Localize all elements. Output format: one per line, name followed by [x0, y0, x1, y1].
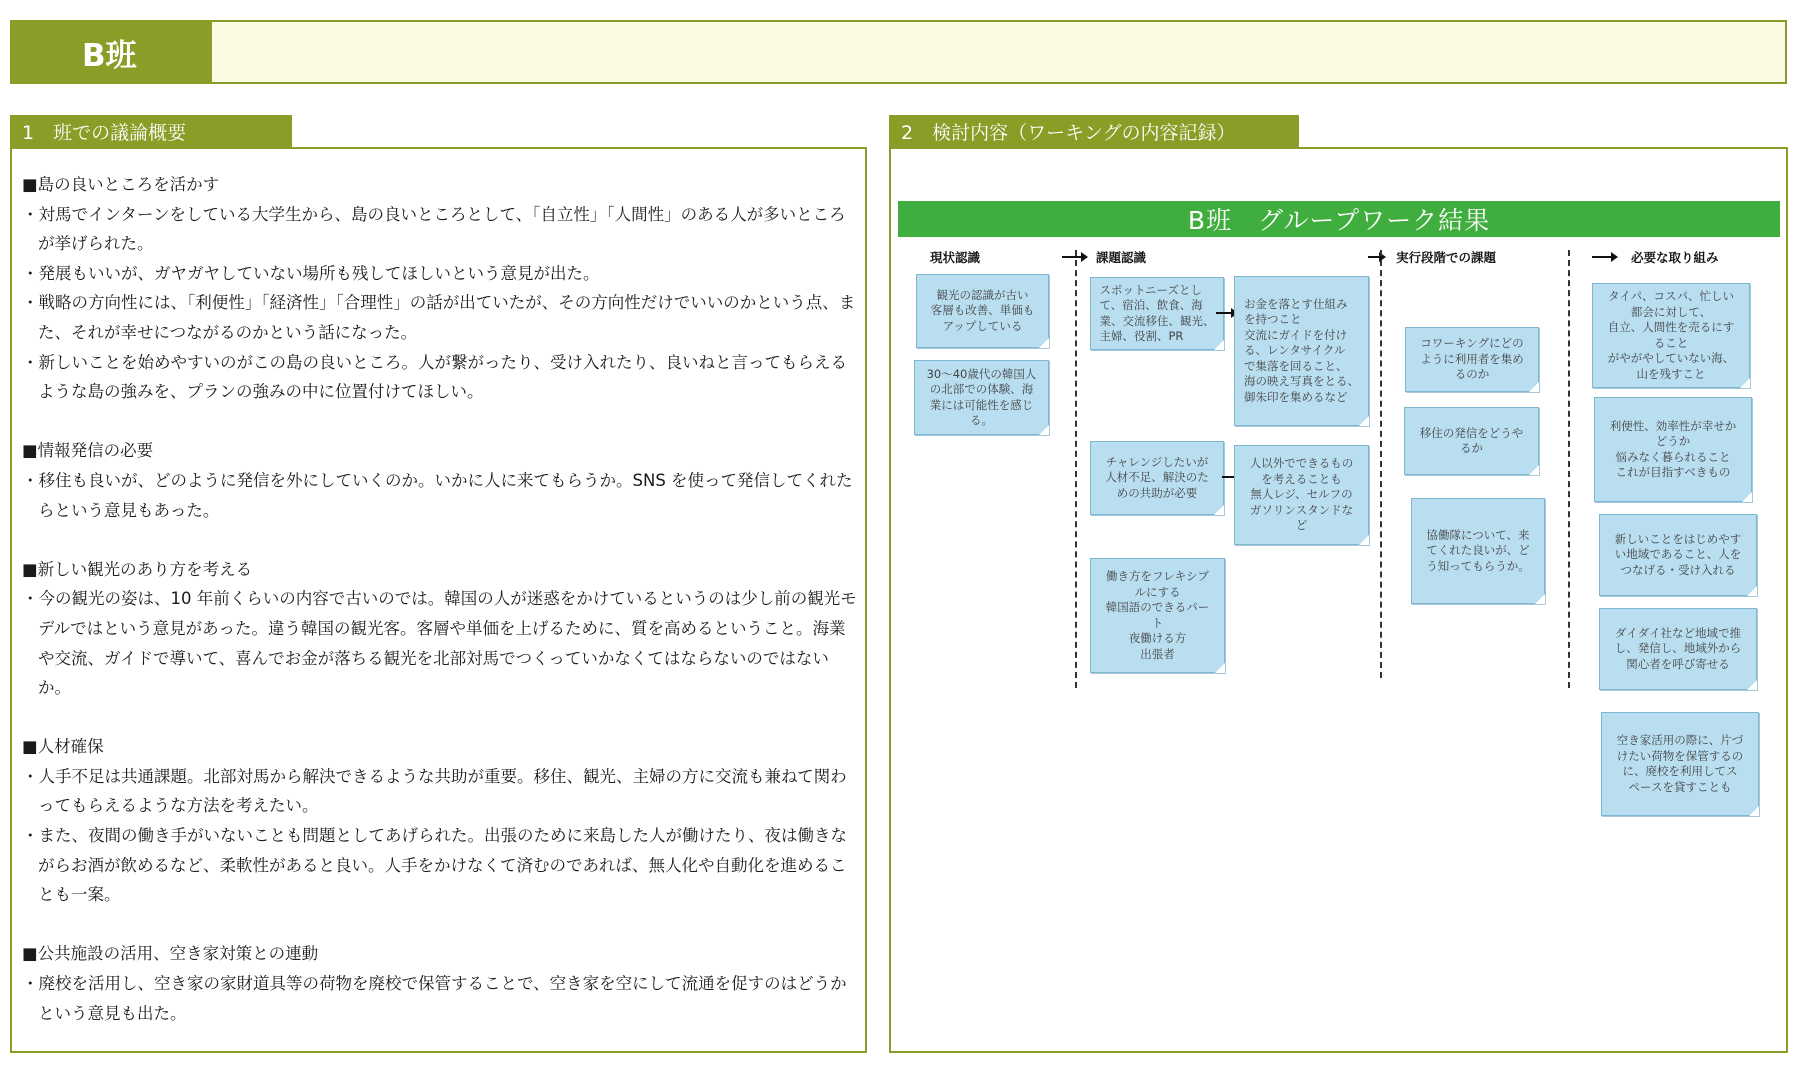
column-divider: [1075, 250, 1077, 688]
sticky-note: 協働隊について、来 てくれた良いが、ど う知ってもらうか。: [1411, 498, 1545, 604]
column-head-current: 現状認識: [930, 250, 981, 265]
section1-tab: 1 班での議論概要: [10, 115, 292, 148]
topic-bullet: ・新しいことを始めやすいのがこの島の良いところ。人が繋がったり、受け入れたり、良いねと言ってもらえるような島の強みを、プランの強みの中に位置付けてほしい。: [22, 352, 847, 402]
column-divider: [1380, 250, 1382, 678]
column-head-execution: 実行段階での課題: [1396, 250, 1497, 265]
topic-bullet: ・発展もいいが、ガヤガヤしていない場所も残してほしいという意見が出た。: [22, 263, 600, 283]
title-bar: [10, 20, 1787, 84]
sticky-note: お金を落とす仕組み を持つこと 交流にガイドを付け る、レンタサイクル で集落を回ること、 海の映え写真をとる、 御朱印を集めるなど: [1234, 276, 1369, 426]
sticky-note: チャレンジしたいが 人材不足、解決のた めの共助が必要: [1090, 441, 1224, 515]
topic-bullet: ・戦略の方向性には、「利便性」「経済性」「合理性」の話が出ていたが、その方向性だけでいいのかという点、また、それが幸せにつながるのかという話になった。: [22, 293, 856, 342]
column-head-actions: 必要な取り組み: [1631, 250, 1719, 265]
column-head-issues: 課題認識: [1096, 250, 1147, 265]
groupwork-banner: B班 グループワーク結果: [898, 201, 1780, 237]
sticky-note: スポットニーズとし て、宿泊、飲食、海 業、交流移住、観光、 主婦、役割、PR: [1090, 277, 1224, 350]
topic-bullet: ・廃校を活用し、空き家の家財道具等の荷物を廃校で保管することで、空き家を空にして流通を促すのはどうかという意見も出た。: [22, 974, 847, 1023]
sticky-note: コワーキングにどの ように利用者を集め るのか: [1405, 327, 1539, 392]
sticky-note: タイパ、コスパ、忙しい 都会に対して、 自立、人間性を売るにす ること がやがやしていない海、 山を残すこと: [1592, 283, 1750, 388]
section2-tab: 2 検討内容（ワーキングの内容記録）: [889, 115, 1299, 148]
sticky-note: 移住の発信をどうや るか: [1404, 407, 1539, 475]
sticky-note: 人以外でできるもの を考えることも 無人レジ、セルフの ガソリンスタンドな ど: [1234, 445, 1369, 545]
topic-heading: ■人材確保: [22, 737, 104, 757]
topic-heading: ■公共施設の活用、空き家対策との連動: [22, 944, 319, 964]
page-title: B班: [12, 22, 212, 82]
sticky-note: 空き家活用の際に、片づ けたい荷物を保管するの に、廃校を利用してス ペースを貸すことも: [1601, 712, 1759, 816]
sticky-note: 観光の認識が古い 客層も改善、単価も アップしている: [916, 274, 1049, 348]
topic-bullet: ・今の観光の姿は、10 年前くらいの内容で古いのでは。韓国の人が迷惑をかけているというのは少し前の観光モデルではという意見があった。違う韓国の観光客。客層や単価を上げるために、質を高めるということ。海業や交流、ガイドで導いて、喜んでお金が落ちる観光を北部対馬でつくっていかなくてはならないのではないか。: [22, 589, 857, 698]
sticky-note: 新しいことをはじめやす い地域であること、人を つなげる・受け入れる: [1599, 514, 1757, 596]
sticky-note: ダイダイ社など地域で推 し、発信し、地域外から 関心者を呼び寄せる: [1599, 608, 1757, 690]
sticky-note: 働き方をフレキシブ ルにする 韓国語のできるパー ト 夜働ける方 出張者: [1090, 558, 1225, 673]
sticky-note: 30～40歳代の韓国人 の北部での体験、海 業には可能性を感じ る。: [914, 360, 1049, 435]
topic-heading: ■情報発信の必要: [22, 441, 154, 461]
topic-bullet: ・人手不足は共通課題。北部対馬から解決できるような共助が重要。移住、観光、主婦の方に交流も兼ねて関わってもらえるような方法を考えたい。: [22, 766, 847, 816]
topic-bullet: ・移住も良いが、どのように発信を外にしていくのか。いかに人に来てもらうか。SNS を使って発信してくれたらという意見もあった。: [22, 470, 853, 520]
sticky-note: 利便性、効率性が幸せか どうか 悩みなく暮られること これが目指すべきもの: [1594, 397, 1752, 502]
arrow-icon: [1216, 312, 1234, 314]
arrow-icon: [1592, 256, 1614, 258]
arrow-icon: [1062, 256, 1084, 258]
discussion-summary: [22, 170, 860, 1028]
topic-heading: ■新しい観光のあり方を考える: [22, 559, 253, 579]
topic-bullet: ・対馬でインターンをしている大学生から、島の良いところとして、「自立性」「人間性」のある人が多いところが挙げられた。: [22, 204, 846, 254]
topic-heading: ■島の良いところを活かす: [22, 175, 220, 194]
column-divider: [1568, 250, 1570, 688]
topic-bullet: ・また、夜間の働き手がいないことも問題としてあげられた。出張のために来島した人が働けたり、夜は働きながらお酒が飲めるなど、柔軟性があると良い。人手をかけなくて済むのであれば、無人化や自動化を進めることも一案。: [22, 826, 847, 905]
